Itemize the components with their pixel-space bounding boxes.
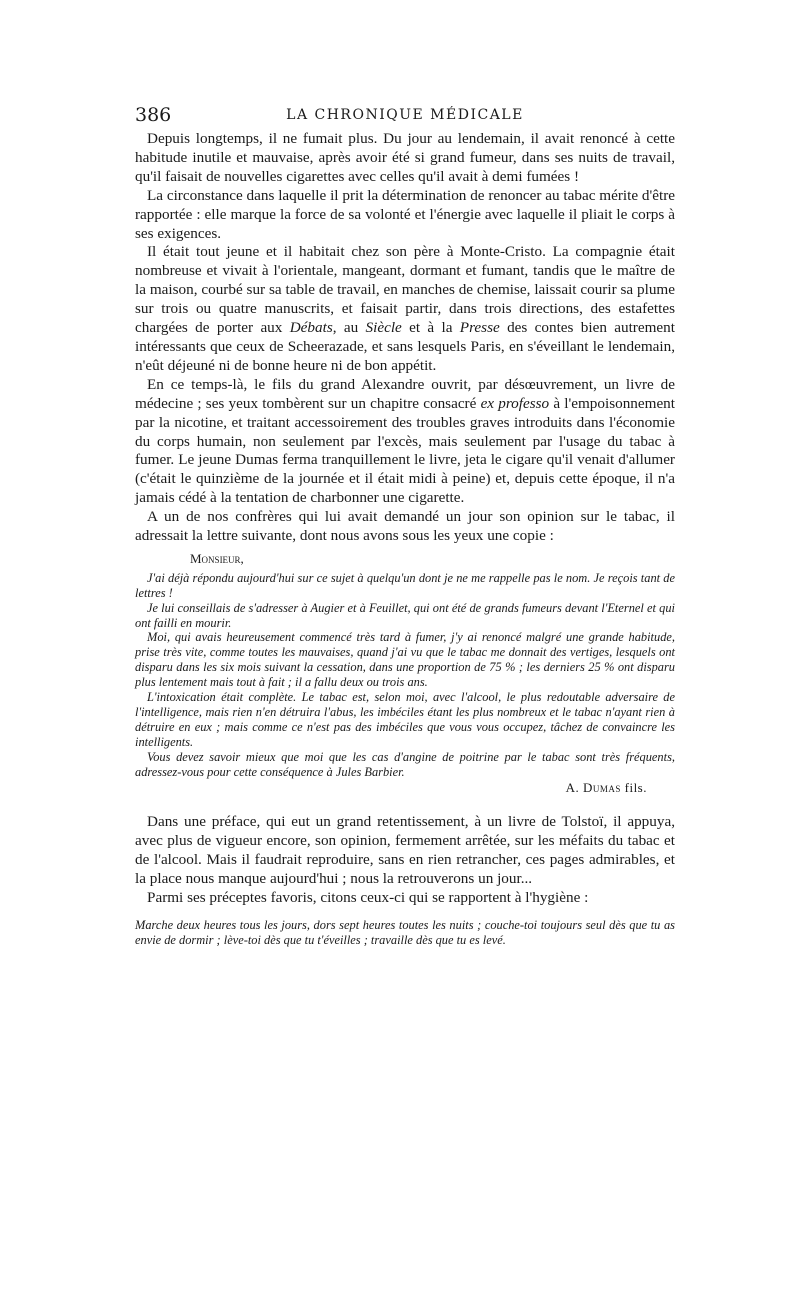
title-siecle: Siècle xyxy=(365,319,402,337)
letter-paragraph-3: Moi, qui avais heureusement commencé très tard à fumer, j'y ai renoncé malgré une grande habitude, prise très vite, comme toutes les mauvaises, quand j'ai vu que le tabac me donnait des vertiges, lesquels ont disparu dans les six mois suivant la cessation, dans une proportion de 75 % ; les derniers 25 % ont disparu plus lentement mais tout à fait ; il a fallu deux ou trois ans. xyxy=(135,630,675,690)
paragraph-2: La circonstance dans laquelle il prit la détermination de renoncer au tabac mérite d'être rapportée : elle marque la force de sa volonté et l'énergie avec laquelle il pliait le corps à ses exigences. xyxy=(135,186,675,242)
letter-paragraph-4: L'intoxication était complète. Le tabac est, selon moi, avec l'alcool, le plus redoutable adversaire de l'intelligence, mais rien n'en détruira l'abus, les imbéciles étant les plus nombreux et le tabac n'ayant rien à détruire en eux ; mais comme ce n'est pas des imbéciles que vous vous occupez, tâchez de convaincre les intelligents. xyxy=(135,690,675,749)
letter-signature xyxy=(135,781,647,796)
signature-suffix: fils. xyxy=(624,779,647,795)
running-head: LA CHRONIQUE MÉDICALE xyxy=(286,107,524,123)
spacer xyxy=(135,803,675,813)
paragraph-3-text-c: et à la xyxy=(401,319,460,337)
paragraph-7: Parmi ses préceptes favoris, citons ceux-ci qui se rapportent à l'hygiène : xyxy=(147,889,589,907)
article-body xyxy=(135,130,675,948)
signature-name: Dumas xyxy=(582,779,621,795)
signature-initial: A. xyxy=(565,779,580,795)
page-header xyxy=(135,104,675,128)
page-number: 386 xyxy=(135,104,172,126)
paragraph-4-text-a: En ce temps-là, le fils du grand Alexandre ouvrit, par désœuvrement, un livre de médecine ; ses yeux tombèrent sur un chapitre consacré xyxy=(135,375,675,412)
title-debats: Débats xyxy=(289,319,333,337)
letter-paragraph-1: J'ai déjà répondu aujourd'hui sur ce sujet à quelqu'un dont je ne me rappelle pas le nom. Je reçois tant de lettres ! xyxy=(135,570,675,600)
letter-paragraph-5: Vous devez savoir mieux que moi que les cas d'angine de poitrine par le tabac sont très fréquents, adressez-vous pour cette conséquence à Jules Barbier. xyxy=(135,749,675,779)
paragraph-3-text-d: des contes bien autrement intéressants que ceux de Scheerazade, et sans lesquels Paris, en s'éveillant le lendemain, n'eût déjeuné ni de bonne heure ni de bon appétit. xyxy=(135,319,675,374)
paragraph-1: Depuis longtemps, il ne fumait plus. Du jour au lendemain, il avait renoncé à cette habitude inutile et mauvaise, après avoir été si grand fumeur, dans ses nuits de travail, qu'il faisait de nouvelles cigarettes avec celles qu'il avait à demi fumées ! xyxy=(135,130,675,185)
paragraph-4 xyxy=(135,376,675,508)
letter-paragraph-2: Je lui conseillais de s'adresser à Augier et à Feuillet, qui ont été de grands fumeurs devant l'Eternel et qui ont failli en mourir. xyxy=(135,600,675,630)
quoted-letter xyxy=(135,552,675,796)
paragraph-5: A un de nos confrères qui lui avait demandé un jour son opinion sur le tabac, il adressait la lettre suivante, dont nous avons sous les yeux une copie : xyxy=(135,508,675,545)
letter-salutation: Monsieur, xyxy=(190,550,244,566)
paragraph-6: Dans une préface, qui eut un grand retentissement, à un livre de Tolstoï, il appuya, avec plus de vigueur encore, son opinion, fermement arrêtée, sur les méfaits du tabac et de l'alcool. Mais il faudrait reproduire, sans en rien retrancher, ces pages admirables, et la place nous manque aujourd'hui ; nous la retrouverons un jour... xyxy=(135,813,675,888)
paragraph-3 xyxy=(135,243,675,375)
phrase-ex-professo: ex professo xyxy=(480,394,550,412)
paragraph-3-text-b: , au xyxy=(332,319,366,337)
paragraph-4-text-b: à l'empoisonnement par la nicotine, et traitant accessoirement des troubles graves introduits dans l'économie du corps humain, non seulement par l'excès, mais seulement par l'usage du tabac à fumer. Le jeune Dumas ferma tranquillement le livre, jeta le cigare qu'il venait d'allumer (c'était le quinzième de la journée et il était midi à peine) et, depuis cette époque, il n'a jamais cédé à la tentation de charbonner une cigarette. xyxy=(135,394,675,507)
title-presse: Presse xyxy=(459,319,500,337)
precepts-text: Marche deux heures tous les jours, dors sept heures toutes les nuits ; couche-toi toujours seul dès que tu as envie de dormir ; lève-toi dès que tu t'éveilles ; travaille dès que tu es levé. xyxy=(135,917,675,947)
paragraph-3-text-a: Il était tout jeune et il habitait chez son père à Monte-Cristo. La compagnie était nombreuse et vivait à l'orientale, mangeant, dormant et fumant, tandis que le maître de la maison, courbé sur sa table de travail, en manches de chemise, laissait courir sa plume sur trois ou quatre manuscrits, et faisait partir, dans trois directions, des estafettes chargées de porter aux xyxy=(135,243,675,337)
precepts-quote xyxy=(135,918,675,948)
